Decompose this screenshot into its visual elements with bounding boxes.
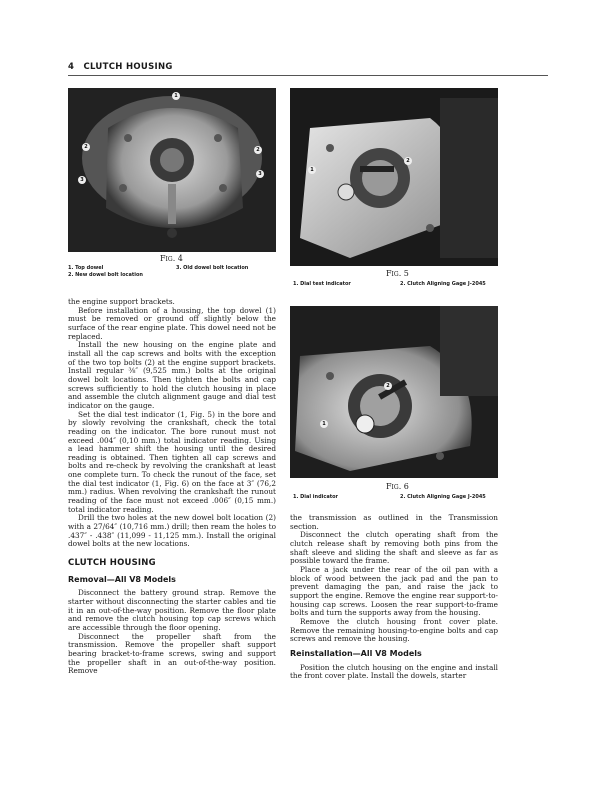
header-rule — [68, 75, 548, 76]
page-header — [68, 62, 173, 72]
fig6-callout-2: 2 — [384, 382, 392, 390]
left-p4: Set the dial test indicator (1, Fig. 5) in the bore and by slowly revolving the crankshaft, check the total reading on the indicator. The bore runout must not exceed .004″ (0,10 mm.) total indicator reading. Using a lead hammer shift the housing until the desired reading is obtained. Then tighten all cap screws and bolts and re-check by revolving the crankshaft at least one complete turn. To check the runout of the face, set the dial test indicator (1, Fig. 6) on the face at 3″ (76,2 mm.) radius. When revolving the crankshaft the runout reading of the face must not exceed .006″ (0,15 mm.) total indicator reading. — [68, 409, 276, 514]
left-p7: Disconnect the propeller shaft from the transmission. Remove the propeller shaft support bearing bracket-to-frame screws, swing and support the propeller shaft in an out-of-the-way position. Remove — [68, 631, 276, 676]
page-number: 4 — [68, 62, 75, 72]
left-p5: Drill the two holes at the new dowel bolt location (2) with a 27/64″ (10,716 mm.) drill; then ream the holes to .437″ - .438″ (11,099 - 11,125 mm.). Install the original dowel bolts at the new locations. — [68, 513, 276, 549]
fig4-caption-1: 1. Top dowel — [68, 265, 104, 271]
right-p2: Disconnect the clutch operating shaft from the clutch release shaft by removing both pins from the shaft sleeve and sliding the shaft and sleeve as far as possible toward the frame. — [290, 530, 498, 566]
fig4-callout-2b: 2 — [254, 146, 262, 154]
right-p5: Position the clutch housing on the engine and install the front cover plate. Install the dowels, starter — [290, 662, 498, 681]
left-p6: Disconnect the battery ground strap. Remove the starter without disconnecting the starter cables and tie it in an out-of-the-way position. Remove the floor plate and remove the clutch housing top cap screws which are accessible through the floor opening. — [68, 588, 276, 632]
fig4-caption-2: 2. New dowel bolt location — [68, 272, 143, 278]
section-heading: CLUTCH HOUSING — [68, 558, 156, 569]
removal-heading: Removal—All V8 Models — [68, 574, 176, 584]
fig5-photo — [290, 88, 498, 266]
fig4-caption-3: 3. Old dowel bolt location — [176, 265, 249, 271]
fig6-label: Fig. 6 — [386, 482, 409, 491]
fig5-callout-1: 1 — [308, 166, 316, 174]
fig5-callout-2: 2 — [404, 157, 412, 165]
fig4-photo — [68, 88, 276, 252]
right-column — [290, 514, 498, 681]
right-p4: Remove the clutch housing front cover plate. Remove the remaining housing-to-engine bolts and cap screws and remove the housing. — [290, 616, 498, 644]
fig5-caption-2: 2. Clutch Aligning Gage J-2045 — [400, 281, 486, 287]
fig4-callout-2a: 2 — [82, 143, 90, 151]
fig6-callout-1: 1 — [320, 420, 328, 428]
right-p3: Place a jack under the rear of the oil pan with a block of wood between the jack pad and the pan to prevent damaging the pan, and raise the jack to support the engine. Remove the engine rear support-to-housing cap screws. Loosen the rear support-to-frame bolts and turn the supports away from the housing. — [290, 564, 498, 618]
left-column — [68, 298, 276, 676]
right-p1: the transmission as outlined in the Transmission section. — [290, 513, 498, 531]
fig5-caption-1: 1. Dial test indicator — [293, 281, 351, 287]
fig4-callout-3b: 3 — [256, 170, 264, 178]
fig6-photo — [290, 306, 498, 478]
section-title: CLUTCH HOUSING — [83, 62, 173, 72]
fig4-callout-1: 1 — [172, 92, 180, 100]
fig4-label: Fig. 4 — [160, 254, 183, 263]
fig6-caption-1: 1. Dial indicator — [293, 494, 339, 500]
fig4-callout-3a: 3 — [78, 176, 86, 184]
reinstallation-heading: Reinstallation—All V8 Models — [290, 648, 422, 658]
left-p1: the engine support brackets. — [68, 297, 175, 306]
fig6-caption-2: 2. Clutch Aligning Gage J-2045 — [400, 494, 486, 500]
left-p3: Install the new housing on the engine plate and install all the cap screws and bolts with the exception of the two top bolts (2) at the engine support brackets. Install regular ⅜″ (9,525 mm.) bolts at the original dowel bolt locations. Then tighten the bolts and cap screws sufficiently to hold the clutch housing in place and assemble the clutch alignment gauge and dial test indicator on the gauge. — [68, 340, 276, 410]
left-p2: Before installation of a housing, the top dowel (1) must be removed or ground off slightly below the surface of the rear engine plate. This dowel need not be replaced. — [68, 305, 276, 341]
fig5-label: Fig. 5 — [386, 269, 409, 278]
